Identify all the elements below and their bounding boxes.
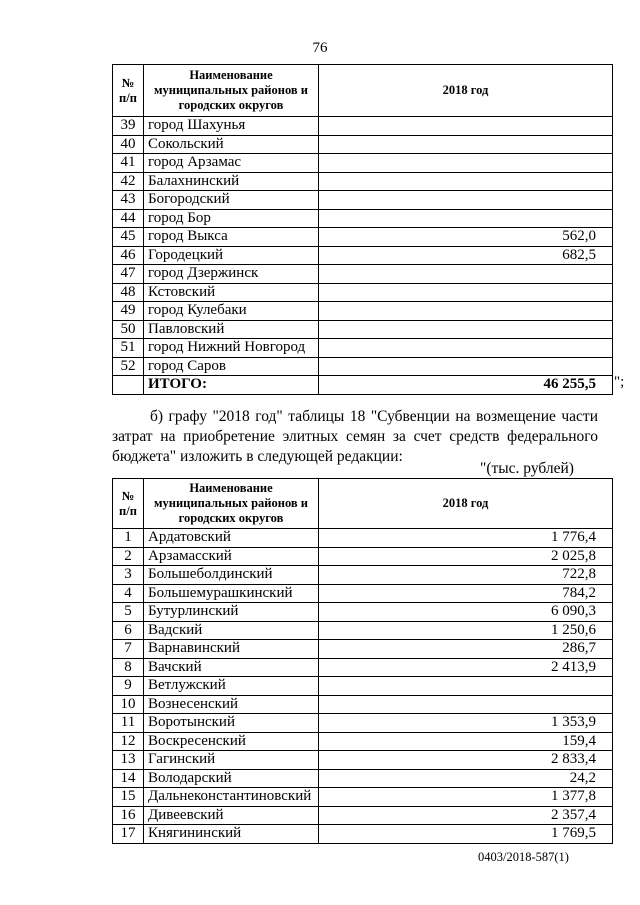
row-number: 8 — [113, 658, 144, 677]
row-value — [319, 283, 613, 302]
closing-quote: "; — [614, 374, 625, 390]
row-name: Городецкий — [144, 246, 319, 265]
row-name: город Нижний Новгород — [144, 339, 319, 358]
row-number: 4 — [113, 584, 144, 603]
table-row — [113, 658, 613, 677]
row-number: 9 — [113, 677, 144, 696]
row-value: 1 250,6 — [319, 621, 613, 640]
row-name: Большеболдинский — [144, 566, 319, 585]
row-name: Бутурлинский — [144, 603, 319, 622]
header-num: № п/п — [113, 479, 144, 529]
table-row — [113, 732, 613, 751]
row-number: 17 — [113, 825, 144, 844]
header-num: № п/п — [113, 65, 144, 117]
row-number: 15 — [113, 788, 144, 807]
row-name: Княгининский — [144, 825, 319, 844]
header-name: Наименование муниципальных районов и городских округов — [144, 65, 319, 117]
row-name: город Шахунья — [144, 117, 319, 136]
row-value — [319, 191, 613, 210]
row-value: 722,8 — [319, 566, 613, 585]
total-row — [113, 376, 613, 395]
table-row — [113, 714, 613, 733]
row-name: город Бор — [144, 209, 319, 228]
row-name: Павловский — [144, 320, 319, 339]
table-row — [113, 265, 613, 284]
table-row — [113, 529, 613, 548]
row-value: 286,7 — [319, 640, 613, 659]
row-value — [319, 117, 613, 136]
row-name: Воротынский — [144, 714, 319, 733]
row-number: 46 — [113, 246, 144, 265]
row-number: 49 — [113, 302, 144, 321]
table-row — [113, 547, 613, 566]
table-row — [113, 769, 613, 788]
row-number: 51 — [113, 339, 144, 358]
row-value — [319, 135, 613, 154]
table-row — [113, 246, 613, 265]
row-name: Кстовский — [144, 283, 319, 302]
row-number: 1 — [113, 529, 144, 548]
page-number: 76 — [312, 40, 328, 56]
row-number: 2 — [113, 547, 144, 566]
table-row — [113, 283, 613, 302]
row-value: 24,2 — [319, 769, 613, 788]
row-value — [319, 695, 613, 714]
row-name: Балахнинский — [144, 172, 319, 191]
table-row — [113, 191, 613, 210]
row-number: 5 — [113, 603, 144, 622]
row-name: Вадский — [144, 621, 319, 640]
table-row — [113, 228, 613, 247]
header-year: 2018 год — [319, 479, 613, 529]
row-number: 14 — [113, 769, 144, 788]
row-number: 39 — [113, 117, 144, 136]
table-elite-seeds — [112, 478, 613, 844]
table-row — [113, 584, 613, 603]
row-number: 48 — [113, 283, 144, 302]
table-subsidies-part1 — [112, 64, 613, 395]
row-number: 12 — [113, 732, 144, 751]
row-value: 1 353,9 — [319, 714, 613, 733]
header-year: 2018 год — [319, 65, 613, 117]
table-row — [113, 695, 613, 714]
row-value: 159,4 — [319, 732, 613, 751]
row-value — [319, 172, 613, 191]
table-row — [113, 825, 613, 844]
row-value: 2 413,9 — [319, 658, 613, 677]
row-name: Богородский — [144, 191, 319, 210]
table-row — [113, 806, 613, 825]
row-number: 7 — [113, 640, 144, 659]
row-number: 11 — [113, 714, 144, 733]
row-number: 50 — [113, 320, 144, 339]
document-number: 0403/2018-587(1) — [478, 850, 569, 864]
row-value: 1 769,5 — [319, 825, 613, 844]
row-number: 45 — [113, 228, 144, 247]
table-row — [113, 603, 613, 622]
row-value — [319, 265, 613, 284]
table-row — [113, 566, 613, 585]
row-number: 47 — [113, 265, 144, 284]
row-name: город Кулебаки — [144, 302, 319, 321]
row-value: 6 090,3 — [319, 603, 613, 622]
total-label: ИТОГО: — [144, 376, 319, 395]
row-value: 2 025,8 — [319, 547, 613, 566]
row-name: Вачский — [144, 658, 319, 677]
amendment-paragraph: б) графу "2018 год" таблицы 18 "Субвенции на возмещение части затрат на приобретение элитных семян за счет средств федерального бюджета" изложить в следующей редакции: — [112, 408, 598, 465]
table-row — [113, 677, 613, 696]
row-number: 40 — [113, 135, 144, 154]
row-value: 1 776,4 — [319, 529, 613, 548]
row-value: 682,5 — [319, 246, 613, 265]
table-row — [113, 339, 613, 358]
row-number: 52 — [113, 357, 144, 376]
row-name: Ветлужский — [144, 677, 319, 696]
header-name: Наименование муниципальных районов и городских округов — [144, 479, 319, 529]
row-number: 13 — [113, 751, 144, 770]
unit-note: "(тыс. рублей) — [480, 460, 574, 477]
row-name: Гагинский — [144, 751, 319, 770]
total-value: 46 255,5 — [319, 376, 613, 395]
row-value: 2 833,4 — [319, 751, 613, 770]
table-row — [113, 135, 613, 154]
row-value — [319, 357, 613, 376]
row-name: город Дзержинск — [144, 265, 319, 284]
row-name: Дивеевский — [144, 806, 319, 825]
row-number: 3 — [113, 566, 144, 585]
row-value — [319, 320, 613, 339]
row-value: 562,0 — [319, 228, 613, 247]
row-number: 16 — [113, 806, 144, 825]
row-name: город Арзамас — [144, 154, 319, 173]
row-value — [319, 302, 613, 321]
row-name: Большемурашкинский — [144, 584, 319, 603]
row-name: Воскресенский — [144, 732, 319, 751]
row-name: Ардатовский — [144, 529, 319, 548]
table-row — [113, 788, 613, 807]
table-row — [113, 209, 613, 228]
table-row — [113, 320, 613, 339]
table-row — [113, 621, 613, 640]
row-value — [319, 209, 613, 228]
row-name: Вознесенский — [144, 695, 319, 714]
row-number: 6 — [113, 621, 144, 640]
row-number: 10 — [113, 695, 144, 714]
row-value: 2 357,4 — [319, 806, 613, 825]
row-number: 41 — [113, 154, 144, 173]
table-row — [113, 751, 613, 770]
row-number: 44 — [113, 209, 144, 228]
table-row — [113, 154, 613, 173]
table-row — [113, 117, 613, 136]
row-value: 1 377,8 — [319, 788, 613, 807]
table-row — [113, 357, 613, 376]
table-row — [113, 640, 613, 659]
row-name: Дальнеконстантиновский — [144, 788, 319, 807]
row-value — [319, 339, 613, 358]
row-number: 42 — [113, 172, 144, 191]
row-name: Варнавинский — [144, 640, 319, 659]
row-name: Арзамасский — [144, 547, 319, 566]
table-row — [113, 302, 613, 321]
row-value — [319, 677, 613, 696]
row-value: 784,2 — [319, 584, 613, 603]
row-number: 43 — [113, 191, 144, 210]
row-value — [319, 154, 613, 173]
row-name: Сокольский — [144, 135, 319, 154]
table-row — [113, 172, 613, 191]
row-name: Володарский — [144, 769, 319, 788]
row-name: город Саров — [144, 357, 319, 376]
row-name: город Выкса — [144, 228, 319, 247]
